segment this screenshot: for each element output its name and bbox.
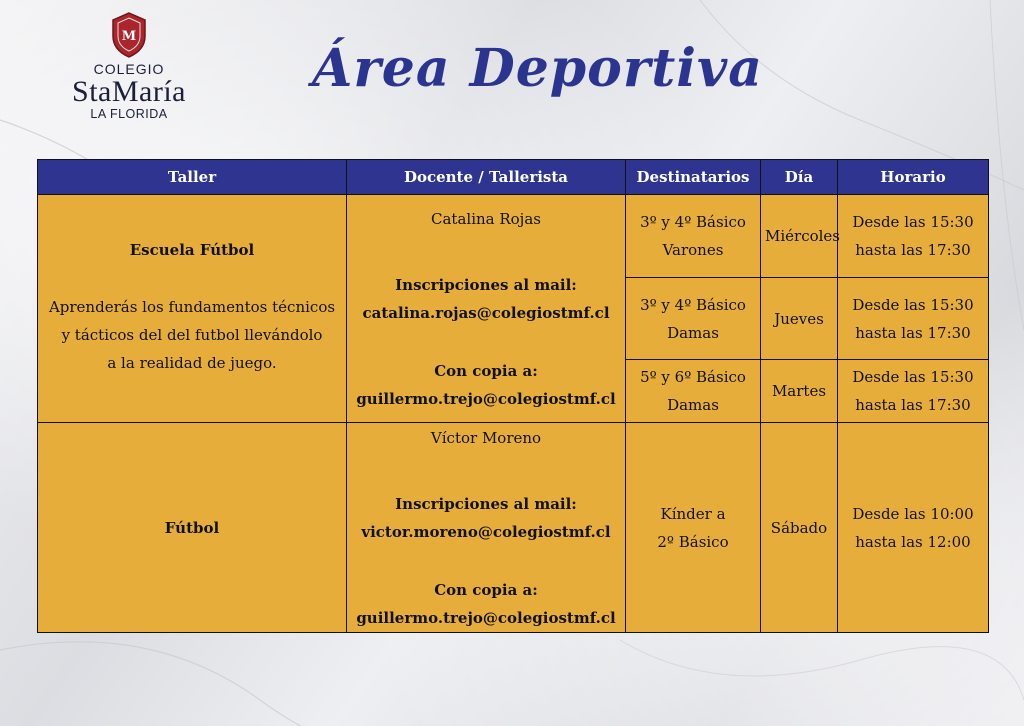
teacher-name: Catalina Rojas [431,209,541,228]
table-row [38,195,989,278]
workshop-name: Escuela Fútbol [129,240,255,259]
logo-line-3: LA FLORIDA [90,107,168,121]
target-cell [626,360,761,423]
mail-label: Inscripciones al mail: [395,494,577,513]
time-cell [838,278,989,360]
time-line: Desde las 15:30 [852,213,974,231]
copy-label: Con copia a: [434,361,538,380]
copy-label: Con copia a: [434,580,538,599]
description-line: Aprenderás los fundamentos técnicos [48,297,336,316]
workshop-description [42,293,342,377]
shield-crest-icon [111,12,147,58]
target-line: 5º y 6º Básico [640,368,746,386]
time-line: hasta las 12:00 [855,532,971,551]
target-line: Damas [667,323,719,342]
day-cell: Martes [761,360,838,423]
target-line: 3º y 4º Básico [640,295,746,314]
time-line: Desde las 15:30 [852,295,974,314]
time-line: hasta las 17:30 [855,396,971,414]
target-line: Damas [667,396,719,414]
workshop-name: Fútbol [164,518,220,537]
time-cell [838,423,989,633]
target-line: Varones [662,241,724,259]
header-taller: Taller [38,160,347,195]
target-line: Kínder a [660,504,726,523]
copy-mail-link[interactable]: guillermo.trejo@colegiostmf.cl [356,608,616,627]
copy-mail-link[interactable]: guillermo.trejo@colegiostmf.cl [356,389,616,408]
target-cell [626,278,761,360]
time-line: hasta las 17:30 [855,241,971,259]
header-horario: Horario [838,160,989,195]
description-line: a la realidad de juego. [107,353,277,372]
description-line: y tácticos del del futbol llevándolo [61,325,323,344]
header-dia: Día [761,160,838,195]
workshop-cell [38,423,347,633]
day-cell: Miércoles [761,195,838,278]
time-cell [838,195,989,278]
header-docente: Docente / Tallerista [347,160,626,195]
teacher-cell [347,195,626,423]
day-cell: Jueves [761,278,838,360]
mail-link[interactable]: victor.moreno@colegiostmf.cl [361,522,611,541]
teacher-cell [347,423,626,633]
logo-line-1: COLEGIO [93,61,165,77]
time-cell [838,360,989,423]
time-line: hasta las 17:30 [855,323,971,342]
svg-text:M: M [121,29,137,44]
school-logo [44,12,214,122]
mail-label: Inscripciones al mail: [395,275,577,294]
target-line: 3º y 4º Básico [640,213,746,231]
header-destinatarios: Destinatarios [626,160,761,195]
target-cell [626,423,761,633]
teacher-name: Víctor Moreno [430,428,542,447]
workshop-cell [38,195,347,423]
header-row [38,160,989,195]
page-title: Área Deportiva [312,38,763,99]
target-line: 2º Básico [657,532,729,551]
time-line: Desde las 10:00 [852,504,974,523]
day-cell: Sábado [761,423,838,633]
table-row [38,423,989,633]
logo-line-2: StaMaría [72,75,186,108]
time-line: Desde las 15:30 [852,368,974,386]
mail-link[interactable]: catalina.rojas@colegiostmf.cl [362,303,610,322]
target-cell [626,195,761,278]
sports-schedule-table [37,159,989,633]
